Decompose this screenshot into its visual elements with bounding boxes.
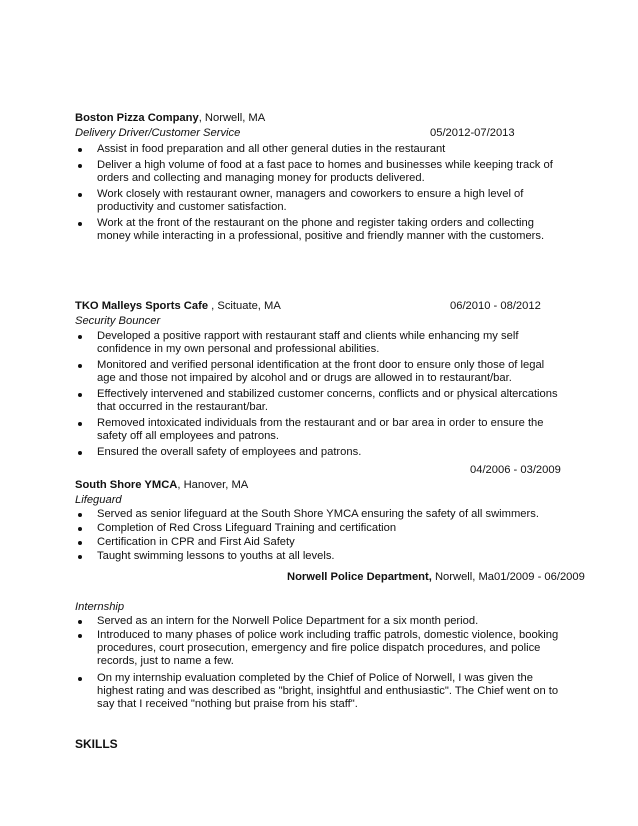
list-item: Completion of Red Cross Lifeguard Training and certification (75, 522, 565, 535)
bullet-icon (78, 222, 82, 226)
list-item: Taught swimming lessons to youths at all levels. (75, 550, 565, 563)
bullet-icon (78, 527, 82, 531)
job-bullets (75, 615, 565, 711)
job-header (287, 571, 585, 584)
list-item: Monitored and verified personal identification at the front door to ensure only those of legal age and those not impaired by alcohol and or drugs are allowed in to restaurant/bar. (75, 359, 565, 385)
bullet-icon (78, 148, 82, 152)
job-title: Lifeguard (75, 494, 122, 506)
job-bullets (75, 330, 565, 459)
job-dates: 05/2012-07/2013 (430, 127, 515, 139)
bullet-icon (78, 513, 82, 517)
job-bullets (75, 508, 565, 563)
list-item: Work closely with restaurant owner, managers and coworkers to ensure a high level of productivity and customer satisfaction. (75, 188, 565, 214)
list-item: Served as senior lifeguard at the South Shore YMCA ensuring the safety of all swimmers. (75, 508, 565, 521)
list-item: Ensured the overall safety of employees and patrons. (75, 446, 565, 459)
bullet-icon (78, 164, 82, 168)
list-item: Effectively intervened and stabilized customer concerns, conflicts and or physical altercations that occurred in the restaurant/bar. (75, 388, 565, 414)
job-title: Internship (75, 601, 125, 613)
list-item: Served as an intern for the Norwell Police Department for a six month period. (75, 615, 565, 628)
job-location: , Hanover, MA (177, 479, 249, 491)
job-location: , Norwell, MA (198, 112, 266, 124)
bullet-icon (78, 393, 82, 397)
job-dates: 04/2006 - 03/2009 (470, 464, 561, 476)
bullet-icon (78, 634, 82, 638)
job-location: Norwell, Ma (431, 571, 495, 583)
job-dates: 01/2009 - 06/2009 (494, 571, 585, 583)
job-location: , Scituate, MA (208, 300, 281, 312)
job-title: Security Bouncer (75, 315, 161, 327)
job-bullets (75, 143, 565, 243)
bullet-icon (78, 541, 82, 545)
bullet-icon (78, 335, 82, 339)
list-item: Introduced to many phases of police work including traffic patrols, domestic violence, booking procedures, court prosecution, emergency and fire police dispatch procedures, and police records, just to name a few. (75, 629, 565, 668)
bullet-icon (78, 422, 82, 426)
company-name: Norwell Police Department, (287, 571, 432, 583)
job-header (75, 479, 248, 492)
job-header (75, 300, 281, 313)
bullet-icon (78, 451, 82, 455)
list-item: Removed intoxicated individuals from the restaurant and or bar area in order to ensure the safety off all employees and patrons. (75, 417, 565, 443)
bullet-icon (78, 555, 82, 559)
job-header (75, 112, 265, 125)
company-name: TKO Malleys Sports Cafe (75, 300, 209, 312)
company-name: South Shore YMCA (75, 479, 178, 491)
list-item: Certification in CPR and First Aid Safety (75, 536, 565, 549)
list-item: Deliver a high volume of food at a fast pace to homes and businesses while keeping track of orders and collecting and managing money for products delivered. (75, 159, 565, 185)
list-item: Developed a positive rapport with restaurant staff and clients while enhancing my self confidence in my own personal and professional abilities. (75, 330, 565, 356)
list-item: Assist in food preparation and all other general duties in the restaurant (75, 143, 565, 156)
list-item: On my internship evaluation completed by the Chief of Police of Norwell, I was given the highest rating and was described as "bright, insightful and enthusiastic". The Chief went on to say that I received "nothing but praise from his staff". (75, 672, 565, 711)
bullet-icon (78, 364, 82, 368)
company-name: Boston Pizza Company (75, 112, 199, 124)
list-item: Work at the front of the restaurant on the phone and register taking orders and collecting money while interacting in a professional, positive and friendly manner with the customers. (75, 217, 565, 243)
bullet-icon (78, 620, 82, 624)
bullet-icon (78, 677, 82, 681)
job-dates: 06/2010 - 08/2012 (450, 300, 541, 312)
bullet-icon (78, 193, 82, 197)
job-title: Delivery Driver/Customer Service (75, 127, 241, 139)
skills-heading: SKILLS (75, 737, 118, 751)
